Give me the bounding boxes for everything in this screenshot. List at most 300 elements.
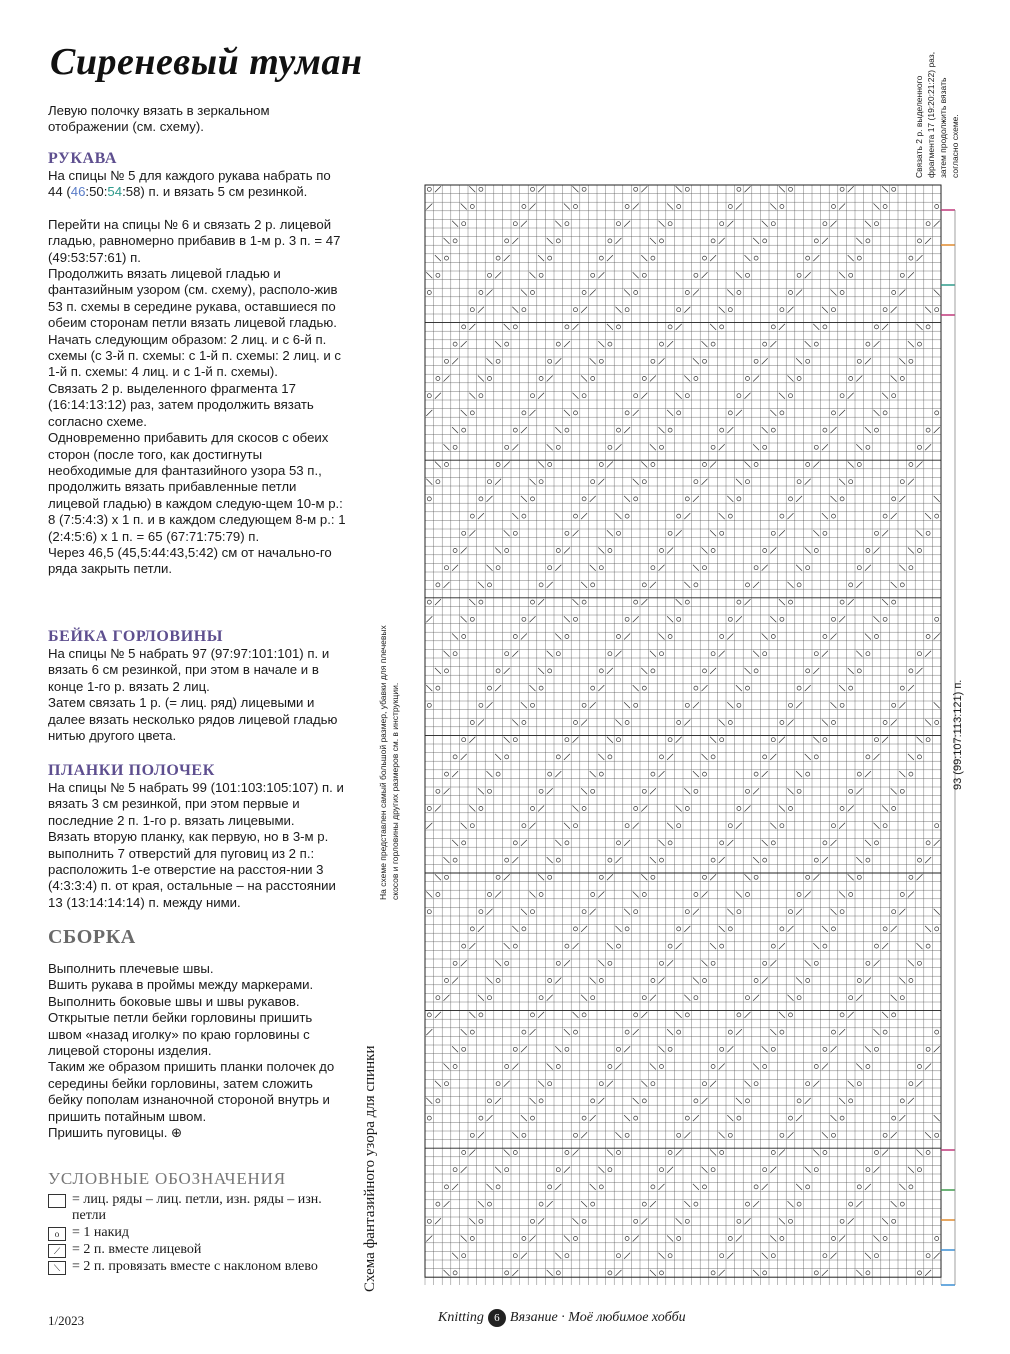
yarn-over-mark — [918, 1065, 922, 1069]
yarn-over-mark — [900, 686, 904, 690]
yarn-over-mark — [703, 256, 707, 260]
yarn-over-mark — [617, 944, 621, 948]
yarn-over-mark — [496, 256, 500, 260]
yarn-over-mark — [668, 635, 672, 639]
chart-width-label: 93 (99:107:113:121) п. — [952, 679, 964, 790]
yarn-over-mark — [470, 617, 474, 621]
yarn-over-mark — [574, 308, 578, 312]
yarn-over-mark — [866, 239, 870, 243]
yarn-over-mark — [685, 807, 689, 811]
yarn-over-mark — [763, 549, 767, 553]
yarn-over-mark — [436, 1099, 440, 1103]
yarn-over-mark — [445, 463, 449, 467]
yarn-over-mark — [608, 652, 612, 656]
yarn-over-mark — [797, 893, 801, 897]
yarn-over-mark — [548, 256, 552, 260]
yarn-over-mark — [591, 1099, 595, 1103]
yarn-over-mark — [427, 600, 431, 604]
yarn-over-mark — [677, 411, 681, 415]
yarn-over-mark — [539, 480, 543, 484]
yarn-over-mark — [875, 222, 879, 226]
yarn-over-mark — [556, 445, 560, 449]
yarn-over-mark — [427, 291, 431, 295]
yarn-over-mark — [660, 1065, 664, 1069]
yarn-over-mark — [462, 1047, 466, 1051]
yarn-over-mark — [849, 893, 853, 897]
yarn-over-mark — [694, 377, 698, 381]
yarn-over-mark — [436, 273, 440, 277]
yarn-over-mark — [677, 1133, 681, 1137]
yarn-over-mark — [685, 600, 689, 604]
yarn-over-mark — [746, 996, 750, 1000]
yarn-over-mark — [513, 428, 517, 432]
yarn-over-mark — [591, 377, 595, 381]
yarn-over-mark — [453, 1168, 457, 1172]
yarn-over-mark — [728, 1237, 732, 1241]
yarn-over-mark — [539, 1099, 543, 1103]
yarn-over-mark — [436, 583, 440, 587]
yarn-over-mark — [720, 635, 724, 639]
yarn-over-mark — [926, 944, 930, 948]
yarn-over-mark — [505, 1168, 509, 1172]
legend-text: = 1 накид — [72, 1225, 130, 1240]
yarn-over-mark — [789, 1116, 793, 1120]
neckband-text — [48, 646, 348, 744]
yarn-over-mark — [651, 1185, 655, 1189]
yarn-over-mark — [651, 772, 655, 776]
yarn-over-mark — [926, 222, 930, 226]
yarn-over-mark — [909, 979, 913, 983]
yarn-over-mark — [840, 394, 844, 398]
yarn-over-mark — [918, 755, 922, 759]
yarn-over-mark — [780, 205, 784, 209]
yarn-over-mark — [522, 514, 526, 518]
yarn-over-mark — [479, 497, 483, 501]
yarn-over-mark — [763, 1168, 767, 1172]
yarn-over-mark — [634, 703, 638, 707]
yarn-over-mark — [918, 549, 922, 553]
yarn-over-mark — [814, 1271, 818, 1275]
yarn-over-mark — [694, 789, 698, 793]
yarn-over-mark — [565, 1047, 569, 1051]
assembly-p1: Выполнить плечевые швы. — [48, 961, 214, 976]
yarn-over-mark — [909, 256, 913, 260]
yarn-over-mark — [857, 566, 861, 570]
yarn-over-mark — [556, 1065, 560, 1069]
yarn-over-mark — [496, 566, 500, 570]
yarn-over-mark — [582, 1116, 586, 1120]
yarn-over-mark — [935, 824, 939, 828]
yarn-over-mark — [496, 669, 500, 673]
yarn-over-mark — [763, 239, 767, 243]
yarn-over-mark — [935, 721, 939, 725]
yarn-over-mark — [737, 703, 741, 707]
yarn-over-mark — [634, 807, 638, 811]
yarn-over-mark — [625, 617, 629, 621]
yarn-over-mark — [505, 445, 509, 449]
yarn-over-mark — [470, 1133, 474, 1137]
yarn-over-mark — [780, 308, 784, 312]
bands-text — [48, 780, 348, 911]
text-run: :58) п. и вязать 5 см резинкой. — [122, 184, 308, 200]
yarn-over-mark — [608, 445, 612, 449]
yarn-over-mark — [556, 755, 560, 759]
yarn-over-mark — [574, 1237, 578, 1241]
yarn-over-mark — [565, 325, 569, 329]
yarn-over-mark — [875, 944, 879, 948]
yarn-over-mark — [617, 1151, 621, 1155]
yarn-over-mark — [565, 1254, 569, 1258]
sleeves-p6: Одновременно прибавить для скосов с обеих сторон (после того, как достигнуты необходимые для фантазийного узора 53 п., продолжить вязать прибавленные петли лицевой гладью) в каждом следую-щем 10-м р.: 8 (7:5:4:3) x 1 п. и в каждом следующем 8-м р.: 1 (2:4:5:6) x 1 п. = 65 (67:71:75:79) п. — [48, 430, 346, 544]
yarn-over-mark — [531, 291, 535, 295]
yarn-over-mark — [703, 359, 707, 363]
yarn-over-mark — [909, 566, 913, 570]
yarn-over-mark — [806, 256, 810, 260]
yarn-over-mark — [436, 893, 440, 897]
chart-note-line1: На схеме представлен самый большой размер, убавки для плечевых — [378, 625, 388, 900]
yarn-over-mark — [754, 463, 758, 467]
yarn-over-mark — [771, 428, 775, 432]
yarn-over-mark — [660, 858, 664, 862]
yarn-over-mark — [711, 239, 715, 243]
yarn-over-mark — [900, 1202, 904, 1206]
yarn-over-mark — [565, 738, 569, 742]
yarn-over-mark — [470, 308, 474, 312]
yarn-over-mark — [685, 291, 689, 295]
yarn-over-mark — [703, 772, 707, 776]
yarn-over-mark — [531, 1219, 535, 1223]
yarn-over-mark — [556, 961, 560, 965]
yarn-over-mark — [875, 738, 879, 742]
yarn-over-mark — [522, 1030, 526, 1034]
yarn-over-mark — [771, 1151, 775, 1155]
yarn-over-mark — [634, 394, 638, 398]
yarn-over-mark — [694, 480, 698, 484]
yarn-over-mark — [625, 927, 629, 931]
yarn-over-mark — [651, 979, 655, 983]
yarn-over-mark — [823, 635, 827, 639]
yarn-over-mark — [453, 652, 457, 656]
yarn-over-mark — [909, 669, 913, 673]
yarn-over-mark — [789, 394, 793, 398]
legend-list — [48, 1192, 348, 1276]
yarn-over-mark — [771, 1254, 775, 1258]
yarn-over-mark — [556, 239, 560, 243]
yarn-over-mark — [771, 1047, 775, 1051]
yarn-over-mark — [634, 497, 638, 501]
yarn-over-mark — [892, 807, 896, 811]
yarn-over-mark — [574, 1030, 578, 1034]
yarn-over-mark — [617, 841, 621, 845]
legend-text: = 2 п. провязать вместе с наклоном влево — [72, 1259, 318, 1274]
yarn-over-mark — [599, 359, 603, 363]
yarn-over-mark — [582, 910, 586, 914]
yarn-over-mark — [918, 1271, 922, 1275]
yarn-over-mark — [866, 755, 870, 759]
yarn-over-mark — [608, 755, 612, 759]
yarn-over-mark — [445, 1185, 449, 1189]
yarn-over-mark — [660, 1168, 664, 1172]
yarn-over-mark — [625, 1133, 629, 1137]
yarn-over-mark — [539, 583, 543, 587]
yarn-over-mark — [909, 359, 913, 363]
yarn-over-mark — [531, 394, 535, 398]
yarn-over-mark — [789, 1013, 793, 1017]
yarn-over-mark — [754, 979, 758, 983]
yarn-over-mark — [462, 428, 466, 432]
yarn-over-mark — [505, 755, 509, 759]
yarn-over-mark — [832, 824, 836, 828]
yarn-over-mark — [660, 1271, 664, 1275]
yarn-over-mark — [935, 308, 939, 312]
yarn-over-mark — [582, 497, 586, 501]
yarn-over-mark — [625, 205, 629, 209]
knitting-chart — [380, 20, 980, 1300]
yarn-over-mark — [832, 514, 836, 518]
yarn-over-mark — [660, 342, 664, 346]
yarn-over-mark — [522, 411, 526, 415]
page-number: 6 — [488, 1309, 506, 1327]
yarn-over-mark — [892, 394, 896, 398]
yarn-over-mark — [436, 480, 440, 484]
yarn-over-mark — [531, 1013, 535, 1017]
yarn-over-mark — [763, 342, 767, 346]
yarn-over-mark — [634, 1116, 638, 1120]
yarn-over-mark — [814, 858, 818, 862]
yarn-over-mark — [892, 703, 896, 707]
yarn-over-mark — [746, 789, 750, 793]
yarn-over-mark — [857, 1082, 861, 1086]
yarn-over-mark — [574, 617, 578, 621]
heading-bands: ПЛАНКИ ПОЛОЧЕК — [48, 762, 215, 779]
yarn-over-mark — [763, 858, 767, 862]
yarn-over-mark — [651, 669, 655, 673]
yarn-over-mark — [866, 445, 870, 449]
yarn-over-mark — [892, 187, 896, 191]
yarn-over-mark — [668, 428, 672, 432]
yarn-over-mark — [660, 445, 664, 449]
yarn-over-mark — [720, 325, 724, 329]
yarn-over-mark — [427, 910, 431, 914]
yarn-over-mark — [591, 686, 595, 690]
yarn-over-mark — [737, 1219, 741, 1223]
yarn-over-mark — [677, 927, 681, 931]
yarn-over-mark — [462, 531, 466, 535]
top-note-line3: затем продолжить вязать — [938, 77, 948, 178]
yarn-over-mark — [651, 463, 655, 467]
yarn-over-mark — [720, 944, 724, 948]
yarn-over-mark — [470, 411, 474, 415]
yarn-over-mark — [634, 187, 638, 191]
yarn-over-mark — [763, 652, 767, 656]
yarn-over-mark — [617, 635, 621, 639]
yarn-over-mark — [599, 875, 603, 879]
yarn-over-mark — [445, 566, 449, 570]
yarn-over-mark — [883, 1133, 887, 1137]
yarn-over-mark — [651, 1082, 655, 1086]
yarn-over-mark — [479, 187, 483, 191]
yarn-over-mark — [591, 893, 595, 897]
yarn-over-mark — [470, 927, 474, 931]
yarn-over-mark — [634, 291, 638, 295]
yarn-over-mark — [462, 222, 466, 226]
yarn-over-mark — [857, 359, 861, 363]
yarn-over-mark — [488, 686, 492, 690]
text-run: На спицы № 5 для каждого рукава набрать по 44 ( — [48, 168, 331, 200]
yarn-over-mark — [548, 1082, 552, 1086]
yarn-over-mark — [539, 377, 543, 381]
yarn-over-mark — [642, 480, 646, 484]
yarn-over-mark — [539, 686, 543, 690]
yarn-over-mark — [642, 377, 646, 381]
yarn-over-mark — [496, 1082, 500, 1086]
yarn-over-icon: o — [48, 1227, 66, 1241]
end-mark-icon: ⊕ — [171, 1125, 183, 1141]
chart-grid — [380, 20, 980, 1300]
yarn-over-mark — [556, 1168, 560, 1172]
yarn-over-mark — [797, 996, 801, 1000]
assembly-p4: Открытые петли бейки горловины пришить швом «назад иголку» по краю горловины с лицевой стороны изделия. — [48, 1010, 313, 1059]
yarn-over-mark — [677, 824, 681, 828]
yarn-over-mark — [728, 824, 732, 828]
yarn-over-mark — [574, 824, 578, 828]
yarn-over-mark — [436, 377, 440, 381]
yarn-over-mark — [574, 1133, 578, 1137]
yarn-over-mark — [711, 549, 715, 553]
yarn-over-mark — [505, 858, 509, 862]
yarn-over-mark — [591, 583, 595, 587]
yarn-over-mark — [711, 1271, 715, 1275]
yarn-over-mark — [883, 824, 887, 828]
yarn-over-mark — [453, 549, 457, 553]
yarn-over-mark — [462, 1254, 466, 1258]
yarn-over-mark — [849, 1099, 853, 1103]
yarn-over-mark — [840, 1013, 844, 1017]
yarn-over-mark — [780, 1030, 784, 1034]
yarn-over-mark — [935, 617, 939, 621]
yarn-over-mark — [892, 1219, 896, 1223]
yarn-over-mark — [496, 875, 500, 879]
knit-square-icon — [48, 1194, 66, 1208]
yarn-over-mark — [935, 1237, 939, 1241]
yarn-over-mark — [470, 205, 474, 209]
heading-neckband: БЕЙКА ГОРЛОВИНЫ — [48, 628, 224, 645]
yarn-over-mark — [806, 669, 810, 673]
yarn-over-mark — [694, 893, 698, 897]
neckband-p2: Затем связать 1 р. (= лиц. ряд) лицевыми и далее вязать несколько рядов лицевой гладью нитью другого цвета. — [48, 695, 338, 744]
yarn-over-mark — [548, 669, 552, 673]
yarn-over-mark — [453, 858, 457, 862]
yarn-over-mark — [599, 256, 603, 260]
yarn-over-mark — [694, 686, 698, 690]
yarn-over-mark — [771, 531, 775, 535]
yarn-over-mark — [642, 1099, 646, 1103]
yarn-over-mark — [642, 996, 646, 1000]
yarn-over-mark — [866, 858, 870, 862]
yarn-over-mark — [857, 772, 861, 776]
yarn-over-mark — [771, 841, 775, 845]
yarn-over-mark — [823, 1047, 827, 1051]
yarn-over-mark — [909, 463, 913, 467]
yarn-over-mark — [763, 961, 767, 965]
yarn-over-mark — [436, 996, 440, 1000]
yarn-over-mark — [496, 979, 500, 983]
yarn-over-mark — [720, 222, 724, 226]
yarn-over-mark — [875, 635, 879, 639]
heading-legend: УСЛОВНЫЕ ОБОЗНАЧЕНИЯ — [48, 1169, 286, 1188]
yarn-over-mark — [823, 222, 827, 226]
top-note-line4: согласно схеме. — [950, 114, 960, 178]
yarn-over-mark — [849, 273, 853, 277]
chart-note-line2: скосов и горловины других размеров см. в инструкции. — [390, 682, 400, 900]
yarn-over-mark — [539, 789, 543, 793]
yarn-over-mark — [591, 789, 595, 793]
yarn-over-mark — [823, 428, 827, 432]
legend-text: = 2 п. вместе лицевой — [72, 1242, 202, 1257]
yarn-over-mark — [875, 325, 879, 329]
yarn-over-mark — [642, 686, 646, 690]
yarn-over-mark — [479, 291, 483, 295]
yarn-over-mark — [685, 1013, 689, 1017]
yarn-over-mark — [780, 411, 784, 415]
yarn-over-mark — [565, 841, 569, 845]
yarn-over-mark — [488, 789, 492, 793]
yarn-over-mark — [771, 635, 775, 639]
yarn-over-mark — [685, 497, 689, 501]
yarn-over-mark — [703, 1082, 707, 1086]
yarn-over-mark — [918, 961, 922, 965]
yarn-over-mark — [935, 1030, 939, 1034]
yarn-over-mark — [857, 669, 861, 673]
yarn-over-mark — [926, 1151, 930, 1155]
yarn-over-mark — [849, 1202, 853, 1206]
yarn-over-mark — [522, 721, 526, 725]
yarn-over-mark — [565, 531, 569, 535]
bands-p1: На спицы № 5 набрать 99 (101:103:105:107) п. и вязать 3 см резинкой, при этом первые и последние 2 п. 1-го р. вязать лицевыми. — [48, 780, 344, 828]
yarn-over-mark — [496, 359, 500, 363]
yarn-over-mark — [728, 1030, 732, 1034]
yarn-over-mark — [711, 652, 715, 656]
yarn-over-mark — [625, 824, 629, 828]
yarn-over-mark — [883, 1030, 887, 1034]
yarn-over-mark — [694, 996, 698, 1000]
yarn-over-mark — [926, 841, 930, 845]
yarn-over-mark — [883, 721, 887, 725]
yarn-over-mark — [754, 359, 758, 363]
yarn-over-mark — [591, 1202, 595, 1206]
yarn-over-mark — [427, 807, 431, 811]
yarn-over-mark — [926, 635, 930, 639]
sleeves-p7: Через 46,5 (45,5:44:43,5:42) см от начально-го ряда закрыть петли. — [48, 544, 332, 577]
yarn-over-mark — [926, 531, 930, 535]
yarn-over-mark — [909, 1082, 913, 1086]
yarn-over-mark — [685, 187, 689, 191]
yarn-over-mark — [599, 979, 603, 983]
intro-text — [48, 103, 348, 136]
yarn-over-mark — [565, 1151, 569, 1155]
yarn-over-mark — [539, 996, 543, 1000]
yarn-over-mark — [445, 669, 449, 673]
yarn-over-mark — [849, 686, 853, 690]
yarn-over-mark — [488, 377, 492, 381]
yarn-over-mark — [909, 772, 913, 776]
yarn-over-mark — [892, 1013, 896, 1017]
yarn-over-mark — [703, 463, 707, 467]
yarn-over-mark — [771, 325, 775, 329]
yarn-over-mark — [754, 1185, 758, 1189]
yarn-over-mark — [771, 222, 775, 226]
yarn-over-mark — [496, 463, 500, 467]
